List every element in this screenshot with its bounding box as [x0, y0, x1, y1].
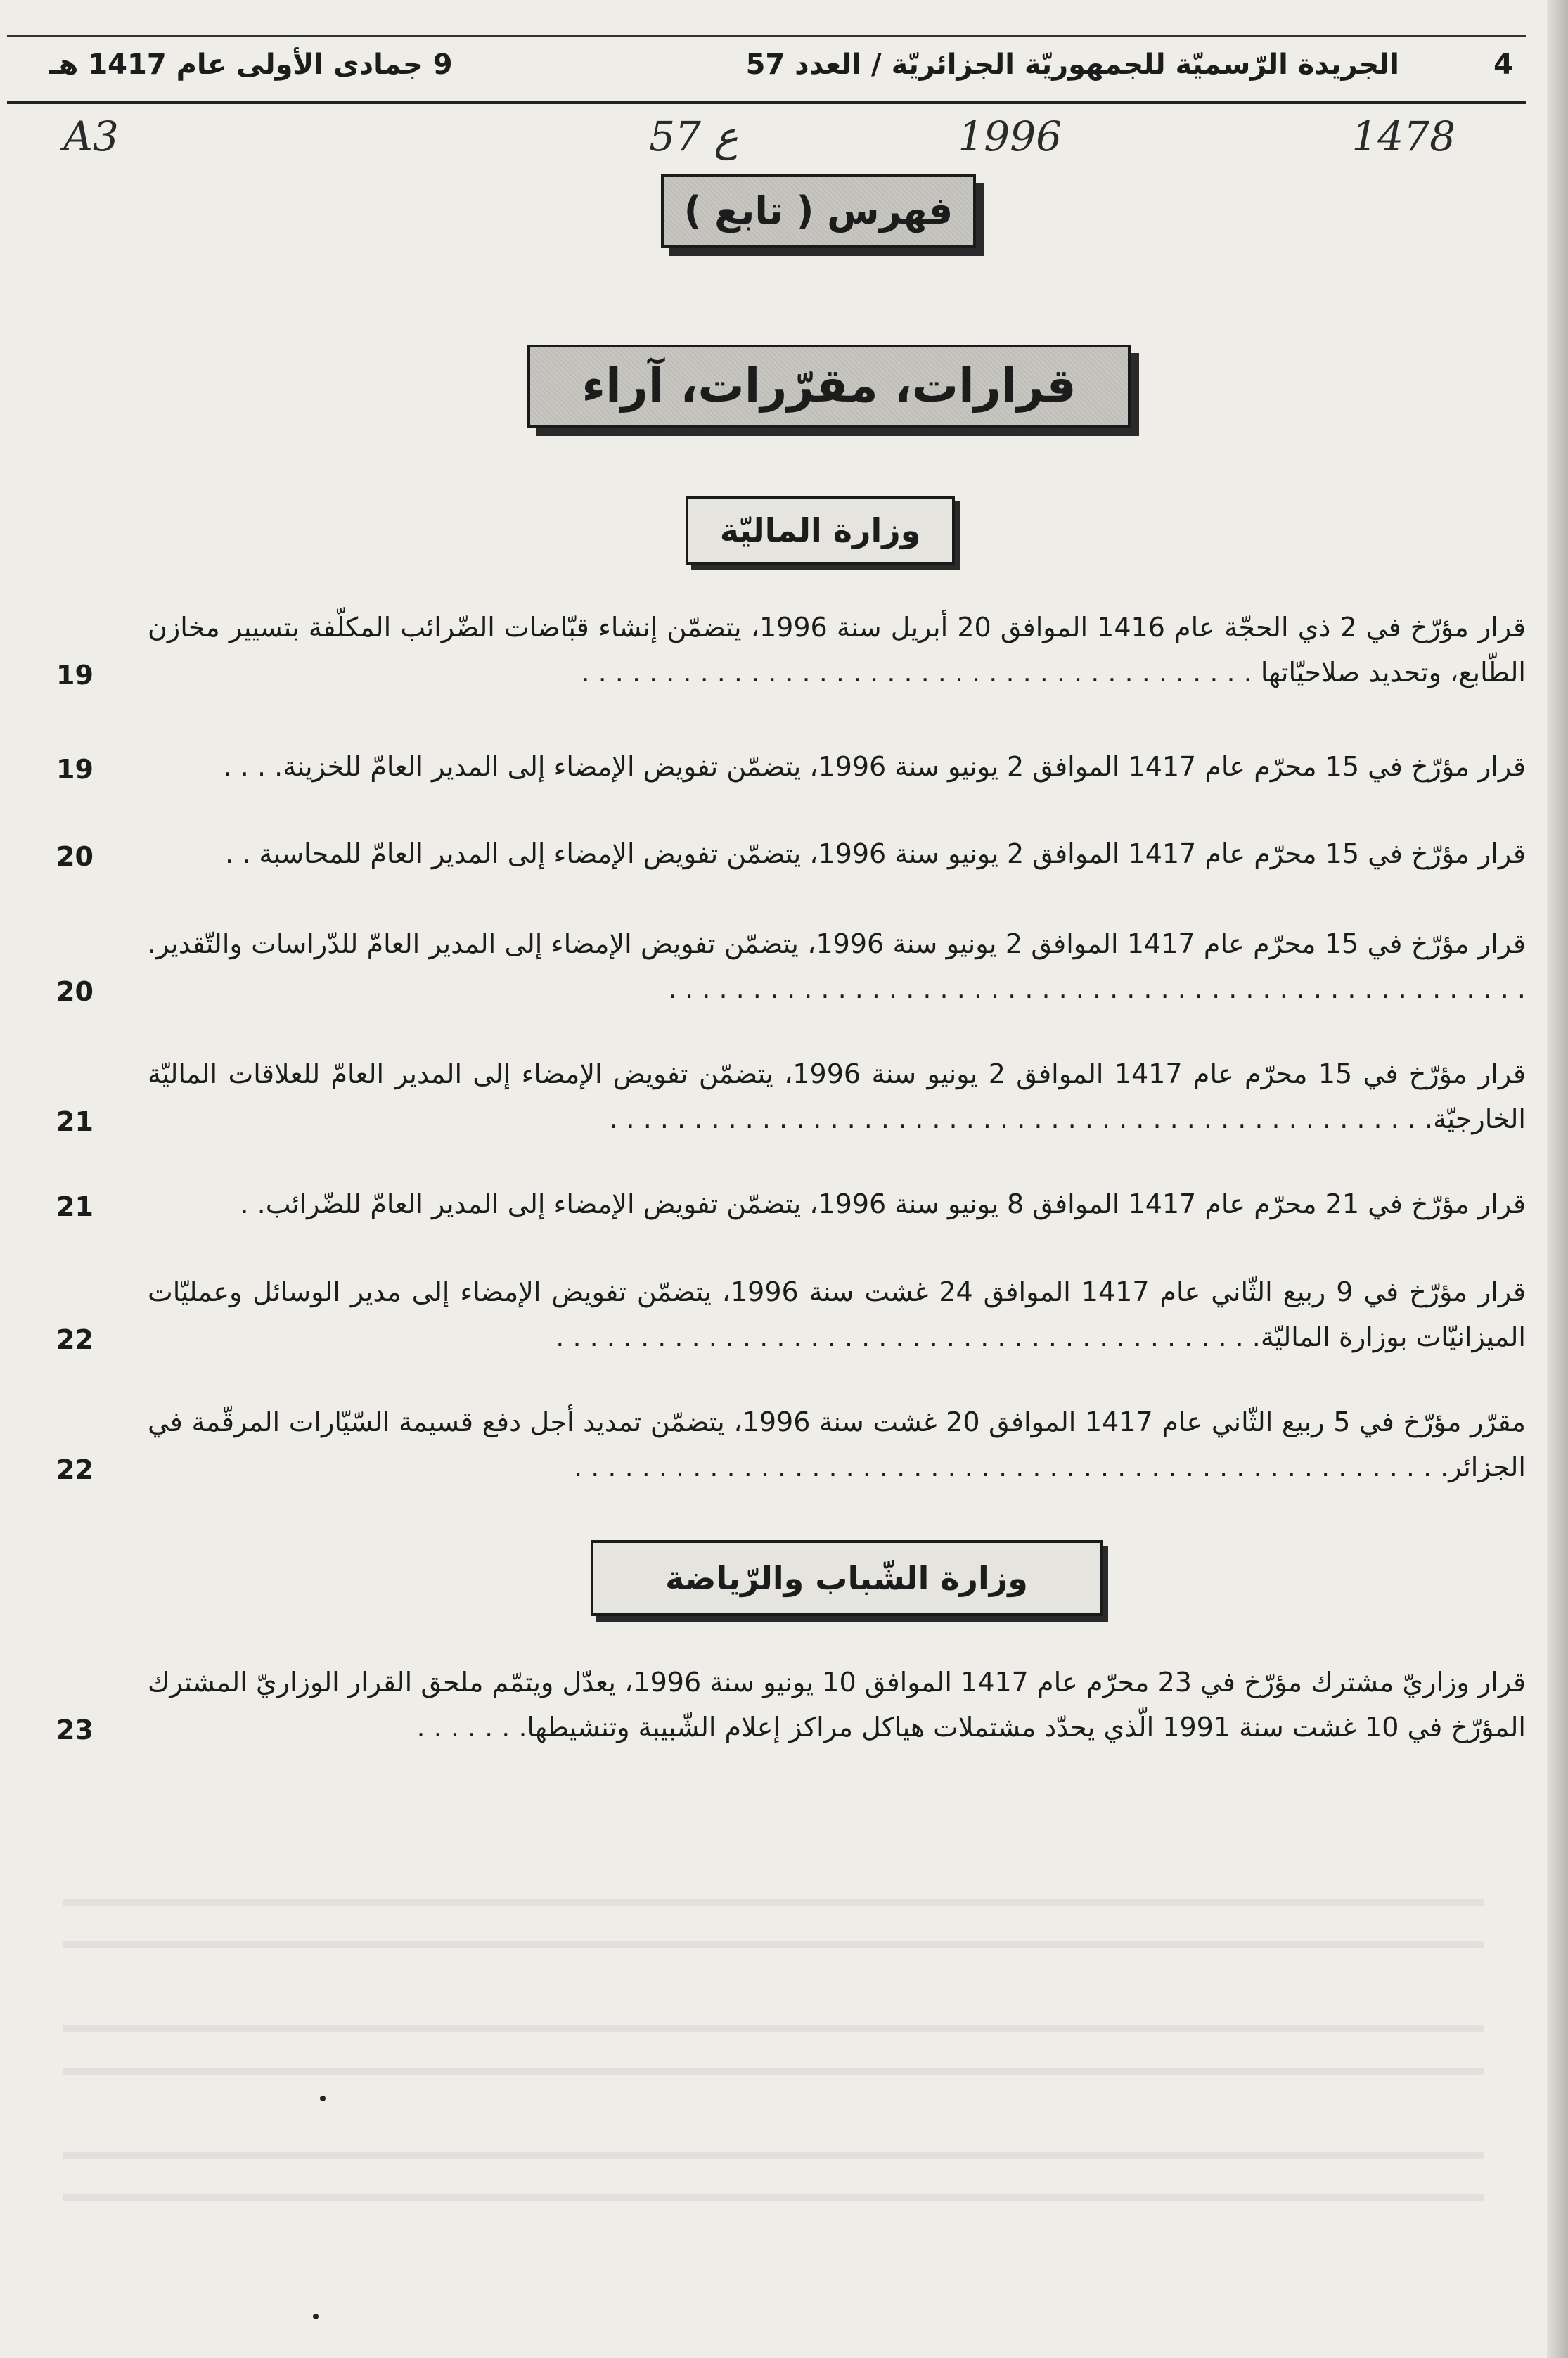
section-title: قرارات، مقرّرات، آراء — [527, 345, 1131, 428]
entry-text: مقرّر مؤرّخ في 5 ربيع الثّاني عام 1417 الموافق 20 غشت سنة 1996، يتضمّن تمديد أجل دفع قسيمة السّيّارات المرقّمة في الجزائر. . . . . . . . . . . . . . . . . . . . . . . . . . . . . . . . . . . . . . . . . . . . . . . . . . . . — [148, 1407, 1526, 1482]
entry-text: قرار مؤرّخ في 2 ذي الحجّة عام 1416 الموافق 20 أبريل سنة 1996، يتضمّن إنشاء قبّاضات الضّرائب المكلّفة بتسيير مخازن الطّابع، وتحديد صلاحيّاتها . . . . . . . . . . . . . . . . . . . . . . . . . . . . . . . . . . . . . . . . — [148, 612, 1527, 688]
entry-page-number: 21 — [56, 1191, 94, 1222]
header-title: الجريدة الرّسميّة للجمهوريّة الجزائريّة / العدد 57 — [745, 49, 1399, 81]
bleed-through-line — [63, 2068, 1484, 2075]
bleed-through-line — [63, 1941, 1484, 1948]
ministry-title-finance: وزارة الماليّة — [686, 496, 955, 565]
entry-page-number: 21 — [56, 1106, 94, 1137]
handwritten-code: A3 — [63, 113, 119, 160]
header-date: 9 جمادى الأولى عام 1417 هـ — [49, 49, 453, 81]
entry-page-number: 22 — [56, 1454, 94, 1485]
index-entry — [42, 744, 1526, 789]
entry-page-number: 19 — [56, 660, 94, 691]
entry-text: قرار مؤرّخ في 15 محرّم عام 1417 الموافق 2 يونيو سنة 1996، يتضمّن تفويض الإمضاء إلى المدير العامّ للخزينة. . . . — [223, 751, 1526, 782]
index-entry — [42, 1051, 1526, 1141]
bleed-through-line — [63, 2152, 1484, 2159]
header-page-number: 4 — [1493, 49, 1513, 81]
index-entry — [42, 1269, 1526, 1359]
index-entry — [42, 1660, 1526, 1750]
index-entry — [42, 1399, 1526, 1489]
entry-page-number: 19 — [56, 754, 94, 785]
entry-text: قرار مؤرّخ في 15 محرّم عام 1417 الموافق 2 يونيو سنة 1996، يتضمّن تفويض الإمضاء إلى المدير العامّ للمحاسبة . . — [225, 838, 1526, 869]
entry-text: قرار مؤرّخ في 21 محرّم عام 1417 الموافق 8 يونيو سنة 1996، يتضمّن تفويض الإمضاء إلى المدير العامّ للضّرائب. . — [240, 1188, 1526, 1219]
index-entry — [42, 605, 1526, 695]
entry-text: قرار مؤرّخ في 9 ربيع الثّاني عام 1417 الموافق 24 غشت سنة 1996، يتضمّن تفويض الإمضاء إلى مدير الوسائل وعمليّات الميزانيّات بوزارة الماليّة. . . . . . . . . . . . . . . . . . . . . . . . . . . . . . . . . . . . . . . . . . — [148, 1276, 1526, 1352]
entry-text: قرار مؤرّخ في 15 محرّم عام 1417 الموافق 2 يونيو سنة 1996، يتضمّن تفويض الإمضاء إلى المدير العامّ للدّراسات والتّقدير. . . . . . . . . . . . . . . . . . . . . . . . . . . . . . . . . . . . . . . . . . . . . . . . . . . . — [148, 928, 1526, 1004]
handwritten-year: 1996 — [958, 113, 1062, 160]
index-entry — [42, 921, 1526, 1011]
ink-speck — [320, 2096, 326, 2101]
bleed-through-line — [63, 2194, 1484, 2201]
index-entry — [42, 1181, 1526, 1226]
running-header — [7, 35, 1526, 104]
handwritten-number: 1478 — [1351, 113, 1455, 160]
index-title: فهرس ( تابع ) — [661, 174, 976, 248]
entry-page-number: 22 — [56, 1324, 94, 1355]
index-entry — [42, 831, 1526, 876]
entry-page-number: 20 — [56, 841, 94, 872]
entry-page-number: 23 — [56, 1715, 94, 1745]
ministry-title-youth-sports: وزارة الشّباب والرّياضة — [591, 1540, 1103, 1616]
bleed-through-line — [63, 1899, 1484, 1906]
ink-speck — [313, 2314, 319, 2319]
page-spine — [1547, 0, 1568, 2358]
handwritten-issue: ع 57 — [649, 113, 738, 160]
entry-text: قرار مؤرّخ في 15 محرّم عام 1417 الموافق 2 يونيو سنة 1996، يتضمّن تفويض الإمضاء إلى المدير العامّ للعلاقات الماليّة الخارجيّة. . . . . . . . . . . . . . . . . . . . . . . . . . . . . . . . . . . . . . . . . . . . . . . . . — [148, 1058, 1526, 1134]
entry-text: قرار وزاريّ مشترك مؤرّخ في 23 محرّم عام 1417 الموافق 10 يونيو سنة 1996، يعدّل ويتمّم ملحق القرار الوزاريّ المشترك المؤرّخ في 10 غشت سنة 1991 الّذي يحدّد مشتملات هياكل مراكز إعلام الشّبيبة وتنشيطها. . . . . . . — [148, 1667, 1526, 1743]
entry-page-number: 20 — [56, 976, 94, 1007]
bleed-through-line — [63, 2025, 1484, 2032]
